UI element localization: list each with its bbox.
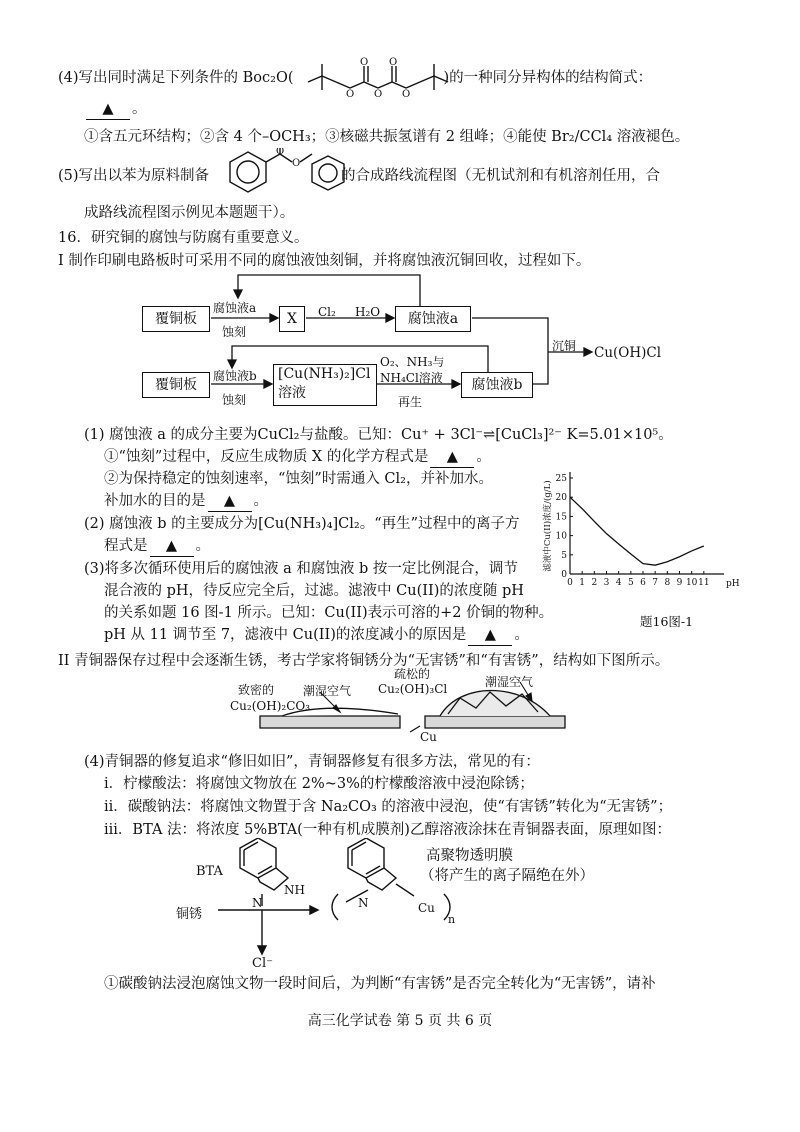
q16-3-a: (3)将多次循环使用后的腐蚀液 a 和腐蚀液 b 按一定比例混合，调节 [84,561,518,577]
chart-caption: 题16图-1 [640,614,694,629]
complex-solution-label: 溶液 [278,385,306,401]
bta-nh-label: NH [284,883,305,897]
chart-series-line [570,497,704,565]
chloride-ion-label: Cl⁻ [252,956,273,971]
q16-3-d: pH 从 11 调节至 7，滤液中 Cu(II)的浓度减小的原因是 [104,627,467,643]
film-label: 高聚物透明膜 [426,848,513,864]
chart-x-tick-label: 0 [567,578,573,588]
chart-x-tick-label: 9 [676,578,683,588]
x-box: X [279,306,305,332]
flow-h2o-label: H₂O [355,305,381,319]
svg-text:O: O [276,148,285,157]
chart-x-tick-label: 2 [591,578,598,588]
svg-text:O: O [360,57,369,68]
q16-4-a: (4)青铜器的修复追求“修旧如旧”，青铜器修复有很多方法，常见的有： [84,754,540,770]
chart-x-tick-label: 7 [652,578,659,588]
complex-formula: [Cu(NH₃)₂]Cl [278,366,371,382]
bta-n-label: N [252,896,263,910]
q16-2-b: 程式是 [104,538,148,554]
q16-4-last: ①碳酸钠法浸泡腐蚀文物一段时间后，为判断“有害锈”是否完全转化为“无害锈”，请补 [104,976,656,992]
q16-1-a: (1) 腐蚀液 a 的成分主要为CuCl₂与盐酸。已知：Cu⁺ + 3Cl⁻⇌[CuCl₃]²⁻ K=5.01×10⁵。 [84,427,673,443]
chart-x-tick-label: 10 [685,578,698,588]
chart-x-axis-label: pH [726,579,740,589]
answer-blank[interactable]: ▲ [208,491,252,512]
flow-etch-b-label: 腐蚀液b [213,369,257,383]
q16-3-d-line: pH 从 11 调节至 7，滤液中 Cu(II)的浓度减小的原因是 ▲ 。 [104,625,529,646]
answer-blank[interactable]: ▲ [86,99,130,120]
rust-label: 铜锈 [176,907,203,922]
q16-part2: II 青铜器保存过程中会逐渐生锈，考古学家将铜锈分为“无害锈”和“有害锈”，结构如下图所示。 [58,653,670,669]
q16-4-ii: ii．碳酸钠法：将腐蚀文物置于含 Na₂CO₃ 的溶液中浸泡，使“有害锈”转化为“无害锈”； [104,799,673,815]
chart-y-tick-label: 5 [561,550,567,561]
chart-y-tick-label: 25 [555,474,567,484]
q15-4-text-a: (4)写出同时满足下列条件的 Boc₂O( [58,70,294,86]
q16-3-b: 混合液的 pH，待反应完全后，过滤。滤液中 Cu(II)的浓度随 pH [104,583,524,599]
liquid-a-box: 腐蚀液a [395,306,471,332]
chart-y-tick-label: 20 [555,493,567,504]
flow-reagents-2: NH₄Cl溶液 [380,371,443,385]
bta-label: BTA [196,864,223,879]
flow-reagents-1: O₂、NH₃与 [380,355,445,369]
chart-y-tick-label: 15 [555,512,567,523]
rust-loose-formula: Cu₂(OH)₃Cl [378,682,448,696]
chart-y-tick-label: 10 [555,531,567,542]
q16-1-c: ②为保持稳定的蚀刻速率，“蚀刻”时需通入 Cl₂，并补加水。 [104,471,493,487]
chart-x-tick-label: 6 [640,578,646,588]
flow-etch-label-1: 蚀刻 [222,325,247,339]
chart-x-tick-label: 11 [698,578,710,588]
flow-precip-label: 沉铜 [552,339,577,353]
chart-y-axis-label: 滤液中Cu(II)浓度/(g/L) [543,480,553,572]
rust-humid-label-1: 潮湿空气 [303,684,352,698]
svg-text:O: O [389,57,398,68]
chart-x-tick-label: 4 [615,578,622,588]
q15-5-text-a: (5)写出以苯为原料制备 [58,168,210,184]
flow-cl2-label: Cl₂ [318,305,336,319]
rust-humid-label-2: 潮湿空气 [485,675,534,689]
q15-5-text-b: 的合成路线流程图（无机试剂和有机溶剂任用，合 [341,168,661,184]
svg-text:O: O [374,89,383,100]
copper-board-box-2: 覆铜板 [142,372,210,398]
rust-dense-formula: Cu₂(OH)₂CO₃ [230,699,311,713]
q16-1-d-line: 补加水的目的是 ▲ 。 [104,491,268,512]
complex-solution-box [273,364,377,406]
q16-title: 16．研究铜的腐蚀与防腐有重要意义。 [58,230,309,246]
q15-4-text-b: )的一种同分异构体的结构简式： [443,70,653,86]
polymer-n-label: N [358,896,369,910]
rust-cu-label: Cu [420,730,437,744]
chart-y-tick-label: 0 [561,570,567,580]
answer-blank[interactable]: ▲ [430,447,474,468]
answer-blank[interactable]: ▲ [468,625,512,646]
q16-2-b-line: 程式是 ▲ 。 [104,536,210,557]
q15-4-answer-line: ▲ 。 [84,99,147,120]
q16-3-c: 的关系如题 16 图-1 所示。已知：Cu(II)表示可溶的+2 价铜的物种。 [104,605,554,621]
q16-1-b-line: ①“蚀刻”过程中，反应生成物质 X 的化学方程式是 ▲ 。 [104,447,491,468]
chart-x-tick-label: 1 [579,578,586,588]
q15-5-text-c: 成路线流程图示例见本题题干）。 [84,205,295,221]
svg-text:O: O [292,158,301,169]
q15-4-conditions: ①含五元环结构；②含 4 个–OCH₃；③核磁共振氢谱有 2 组峰；④能使 Br₂/CCl₄ 溶液褪色。 [84,129,690,145]
q16-part1: I 制作印刷电路板时可采用不同的腐蚀液蚀刻铜，并将腐蚀液沉铜回收，过程如下。 [58,253,591,269]
svg-text:O: O [402,89,411,100]
q16-2-a: (2) 腐蚀液 b 的主要成分为[Cu(NH₃)₄]Cl₂。“再生”过程中的离子方 [84,516,520,532]
page-footer: 高三化学试卷 第 5 页 共 6 页 [307,1013,493,1029]
polymer-cu-label: Cu [418,901,435,915]
answer-blank[interactable]: ▲ [150,536,194,557]
flow-etch-a-label: 腐蚀液a [213,301,257,315]
flow-product: Cu(OH)Cl [594,345,662,361]
chart-x-tick-label: 8 [664,578,671,588]
chart-x-tick-label: 5 [627,578,634,588]
q16-4-i: i．柠檬酸法：将腐蚀文物放在 2%~3%的柠檬酸溶液中浸泡除锈； [104,776,534,792]
q16-4-iii: iii．BTA 法：将浓度 5%BTA(一种有机成膜剂)乙醇溶液涂抹在青铜器表面，原理如图： [104,822,671,838]
svg-text:O: O [346,89,355,100]
liquid-b-box: 腐蚀液b [461,372,533,398]
flow-regen-label: 再生 [398,395,423,409]
chart-x-tick-label: 3 [603,578,610,588]
q16-1-d: 补加水的目的是 [104,493,206,509]
cu-concentration-chart [540,466,740,596]
rust-dense-label: 致密的 [238,683,275,697]
rust-loose-label: 疏松的 [394,667,431,681]
flow-etch-label-2: 蚀刻 [222,393,247,407]
polymer-n-subscript: n [448,913,456,926]
q16-1-b: ①“蚀刻”过程中，反应生成物质 X 的化学方程式是 [104,449,429,465]
copper-board-box-1: 覆铜板 [142,306,210,332]
film-note: （将产生的离子隔绝在外） [420,868,594,884]
